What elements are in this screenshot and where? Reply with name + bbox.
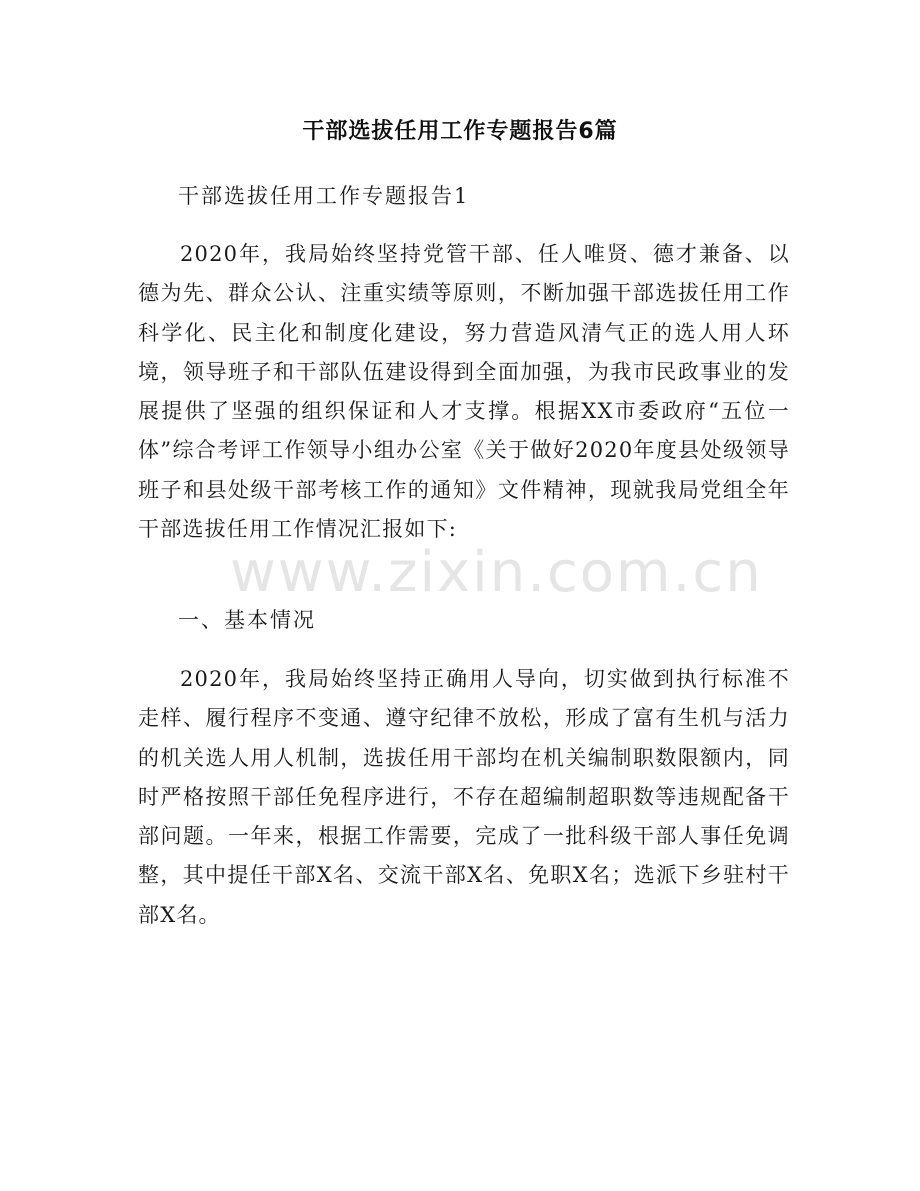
watermark: www.zixin.com.cn — [230, 540, 763, 605]
paragraph-intro: 2020年，我局始终坚持党管干部、任人唯贤、德才兼备、以德为先、群众公认、注重实绩等原则，不断加强干部选拔任用工作科学化、民主化和制度化建设，努力营造风清气正的选人用人环境，领导班子和干部队伍建设得到全面加强，为我市民政事业的发展提供了坚强的组织保证和人才支撑。根据XX市委政府“五位一体”综合考评工作领导小组办公室《关于做好2020年度县处级领导班子和县处级干部考核工作的通知》文件精神，现就我局党组全年干部选拔任用工作情况汇报如下: — [138, 242, 790, 542]
document-title: 干部选拔任用工作专题报告6篇 — [302, 119, 618, 144]
report-subtitle: 干部选拔任用工作专题报告1 — [178, 184, 470, 208]
section-heading: 一、基本情况 — [178, 608, 316, 632]
paragraph-basic-situation: 2020年，我局始终坚持正确用人导向，切实做到执行标准不走样、履行程序不变通、遵守纪律不放松，形成了富有生机与活力的机关选人用人机制，选拔任用干部均在机关编制职数限额内，同时严格按照干部任免程序进行，不存在超编制超职数等违规配备干部问题。一年来，根据工作需要，完成了一批科级干部人事任免调整，其中提任干部X名、交流干部X名、免职X名；选派下乡驻村干部X名。 — [138, 667, 790, 927]
